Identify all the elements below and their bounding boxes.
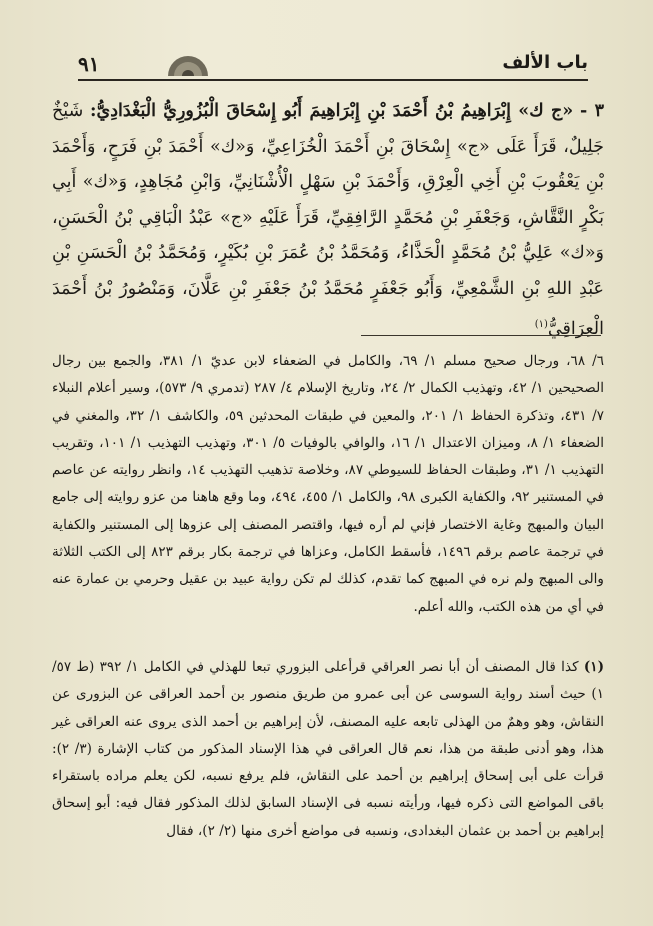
footnote-number: (١) [583, 659, 604, 675]
entry-text: شَيْخٌ جَلِيلٌ، قَرَأَ عَلَى «ج» إِسْحَاقَ بْنِ أَحْمَدَ الْخُزَاعِيِّ، وَ«ك» أَحْمَدَ بْنِ فَرَحٍ، وَأَحْمَدَ بْنِ يَعْقُوبَ بْنِ أَخِي الْعِرْقِ، وَأَحْمَدَ بْنِ سَهْلٍ الْأُشْنَانِيِّ، وَابْنِ مُجَاهِدٍ، وَ«ك» أَبِي بَكْرٍ النَّقَّاشِ، وَجَعْفَرِ بْنِ مُحَمَّدٍ الرَّافِقِيِّ، قَرَأَ عَلَيْهِ «ج» عَبْدُ الْبَاقِي بْنُ الْحَسَنِ، وَ«ك» عَلِيُّ بْنُ مُحَمَّدٍ الْحَذَّاءُ، وَمُحَمَّدُ بْنُ عُمَرَ بْنِ بُكَيْرٍ، وَمُحَمَّدُ بْنُ الْحَسَنِ بْنِ عَبْدِ اللهِ بْنِ الشَّمْعِيِّ، وَأَبُو جَعْفَرٍ مُحَمَّدُ بْنُ جَعْفَرِ بْنِ عَلَّانَ، وَمَنْصُورُ بْنُ أَحْمَدَ الْعِرَاقِيُّ [52, 101, 604, 339]
footnote-divider [361, 335, 601, 336]
chapter-title: باب الألف [502, 52, 588, 73]
page-header [78, 52, 588, 82]
footnote-text: كذا قال المصنف أن أبا نصر العراقي قرأعلى البزوري تبعا للهذلي في الكامل ١/ ٣٩٢ (ط ٥٧/ ١) حيث أسند رواية السوسى عن أبى عمرو من طريق منصور بن أحمد العراقى عن البزورى عن النقاش، وهو وهمٌ من الهذلى تابعه عليه المصنف، لأن إبراهيم بن أحمد الذى يروى عنه العراقى غير هذا، وهو أدنى طبقة من هذا، نعم قال العراقى في هذا الإسناد المذكور من كتاب الإشارة (٣/ ٢): قرأت على أبى إسحاق إبراهيم بن أحمد على النقاش، فلم يرفع نسبه، لكن يعلم مراده باستقراء باقى المواضع التى ذكره فيها، ورأيته نسبه فى الإسناد السابق لذلك المذكور فقال فيه: أبو إسحاق إبراهيم بن أحمد بن عثمان البغدادى، ونسبه فى مواضع أخرى منها (٢/ ٢)، فقال [52, 659, 604, 839]
continued-notes [52, 348, 604, 621]
footnote [52, 654, 604, 845]
notes-paragraph: ٦/ ٦٨، ورجال صحيح مسلم ١/ ٦٩، والكامل في الضعفاء لابن عديّ ١/ ٣٨١، والجمع بين رجال الصحيحين ١/ ٤٢، وتهذيب الكمال ٢/ ٢٤، وتاريخ الإسلام ٤/ ٢٨٧ (تدمري ٩/ ٥٧٣)، وسير أعلام النبلاء ٧/ ٤٣١، وتذكرة الحفاظ ١/ ٢٠١، والمعين في طبقات المحدثين ٥٩، والكاشف ١/ ٣٢، والمغني في الضعفاء ١/ ٨، وميزان الاعتدال ١/ ١٦، والوافي بالوفيات ٥/ ٣٠١، وتهذيب التهذيب ١/ ١٠١، وتقريب التهذيب ١/ ٣١، وطبقات الحفاظ للسيوطي ٨٧، وخلاصة تذهيب التهذيب ١٤، وانظر روايته عن عاصم في المستنير ٩٢، والكفاية الكبرى ٩٨، والكامل ١/ ٤٥٥، ٤٩٤، وما وقع هاهنا من عزو روايته إلى جامع البيان والمبهج وغاية الاختصار فإني لم أره فيها، واقتصر المصنف إلى عزوها إلى المستنير والكفاية في ترجمة عاصم برقم ١٤٩٦، فأسقط الكامل، وعزاها في ترجمة بكار برقم ٨٢٣ إلى الكتب الثلاثة والى المبهج ولم نره في المبهج كما تقدم، كذلك لم تكن رواية عبيد بن عقيل وحرمي بن عمارة عنه في أي من هذه الكتب، والله أعلم. [52, 353, 605, 615]
entry-name: «ج ك» إِبْرَاهِيمُ بْنُ أَحْمَدَ بْنِ إِبْرَاهِيمَ أَبُو إِسْحَاقَ الْبُزُورِيُّ الْبَغْدَادِيُّ: [90, 101, 574, 121]
footnote-reference: (١) [534, 319, 548, 330]
header-rule [78, 79, 588, 81]
ornament-icon [166, 52, 210, 76]
page-number: ٩١ [78, 52, 100, 76]
entry-number: ٣ - [579, 101, 604, 121]
biography-entry [52, 94, 604, 347]
